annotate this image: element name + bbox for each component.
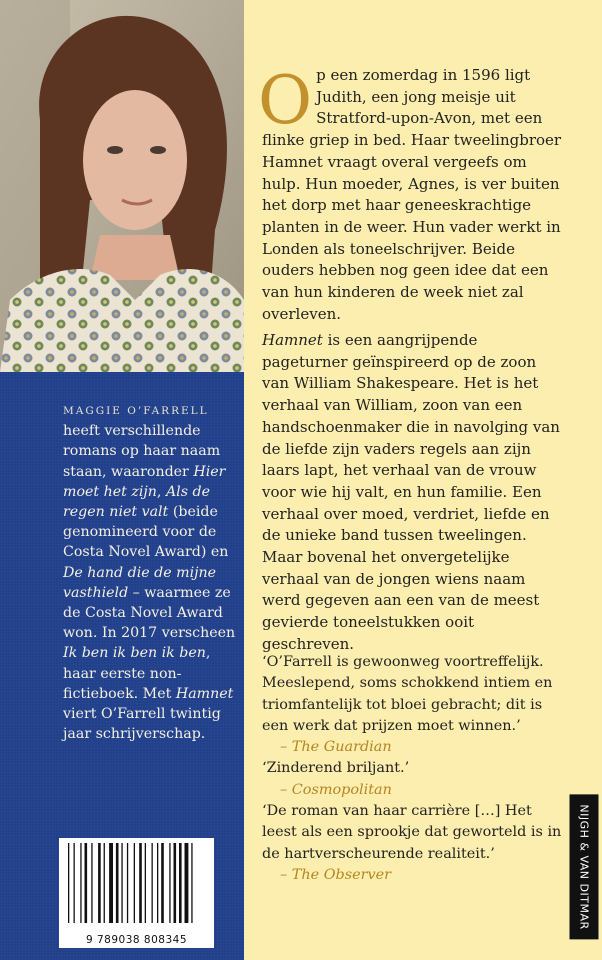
barcode-bar: [109, 843, 113, 923]
barcode-bar: [169, 843, 170, 923]
barcode-bar: [80, 843, 81, 923]
barcode-bar: [139, 843, 142, 923]
barcode-bar: [91, 843, 92, 923]
barcode-bar: [145, 843, 146, 923]
barcode-bar: [116, 843, 119, 923]
barcode-bar: [68, 843, 69, 923]
quote: ‘O’Farrell is gewoonweg voortreffelijk. Meeslepend, soms schokkend intiem en triomfantelijk tot bloei gebracht; dit is een werk dat prijzen moet winnen.’: [262, 654, 553, 734]
blurb-paragraph-1: [258, 62, 562, 325]
bio-text: , haar eerste non-fictieboek. Met: [63, 645, 211, 702]
barcode-bar: [179, 843, 182, 923]
quote-source: – The Guardian: [280, 739, 392, 756]
bio-title: Hier moet het zijn: [63, 463, 226, 500]
barcode-bar: [74, 843, 75, 923]
bio-title: Hamnet: [175, 685, 234, 702]
quote: ‘De roman van haar carrière […] Het leest als een sprookje dat geworteld is in de hartverscheurende realiteit.’: [262, 803, 562, 862]
blurb-paragraph-2: [262, 330, 562, 656]
barcode-bar: [104, 843, 105, 923]
barcode-bar: [121, 843, 122, 923]
barcode-bar: [161, 843, 164, 923]
barcode: [59, 838, 214, 948]
bio-title: Als de regen niet valt: [63, 483, 210, 521]
quote-source: – Cosmopolitan: [280, 781, 392, 798]
barcode-bar: [185, 843, 189, 923]
quote-source: – The Observer: [280, 866, 392, 883]
bio-text: viert O’Farrell twintig jaar schrijverschap.: [63, 706, 221, 743]
isbn-number: 9 789038 808345: [85, 934, 188, 946]
barcode-bar: [134, 843, 135, 923]
publisher-name: NIJGH & VAN DITMAR: [570, 794, 599, 939]
publisher-logo: [566, 780, 602, 955]
book-title: Hamnet: [262, 331, 323, 349]
barcode-bar: [191, 843, 192, 923]
bio-title: De hand die de mijne vasthield: [63, 564, 217, 601]
bio-text: heeft verschillende romans op haar naam staan, waaronder: [63, 423, 221, 480]
blurb-text: is een aangrijpende pageturner geïnspireerd op de zoon van William Shakespeare. Het is het verhaal van William, zoon van een handschoenmaker die in navolging van de liefde zijn vaders regels aan zijn laars lapt, het verhaal van de vrouw voor wie hij valt, en hun familie. Een verhaal over moed, verdriet, liefde en de unieke band tussen tweelingen. Maar bovenal het onvergetelijke verhaal van de jongen wiens naam werd gegeven aan een van de meest gevierde toneelstukken ooit geschreven.: [262, 331, 560, 653]
drop-cap: O: [258, 62, 313, 139]
bio-text: (beide genomineerd voor de Costa Novel Award) en: [63, 504, 229, 561]
barcode-bar: [85, 843, 88, 923]
barcode-bar: [157, 843, 158, 923]
barcode-bar: [174, 843, 177, 923]
bio-text: – waarmee ze de Costa Novel Award won. In 2017 verscheen: [63, 584, 236, 642]
blurb-text: p een zomerdag in 1596 ligt Judith, een jong meisje uit Stratford-upon-Avon, met een flinke griep in bed. Haar tweelingbroer Hamnet vraagt overal vergeefs om hulp. Hun moeder, Agnes, is ver buiten het dorp met haar geneeskrachtige planten in de weer. Hun vader werkt in Londen als toneelschrijver. Beide ouders hebben nog geen idee dat een van hun kinderen de week niet zal overleven.: [262, 66, 562, 323]
quote: ‘Zinderend briljant.’: [262, 760, 410, 777]
review-quotes: [262, 652, 567, 886]
bio-title: Ik ben ik ben ik ben: [63, 645, 206, 662]
barcode-bars: [62, 841, 211, 931]
bio-text: ,: [156, 483, 166, 500]
author-name: MAGGIE O’FARRELL: [63, 405, 209, 417]
barcode-bar: [152, 843, 153, 923]
author-bio: [63, 400, 239, 744]
barcode-bar: [127, 843, 128, 923]
author-photo: [0, 0, 244, 372]
barcode-bar: [98, 843, 101, 923]
